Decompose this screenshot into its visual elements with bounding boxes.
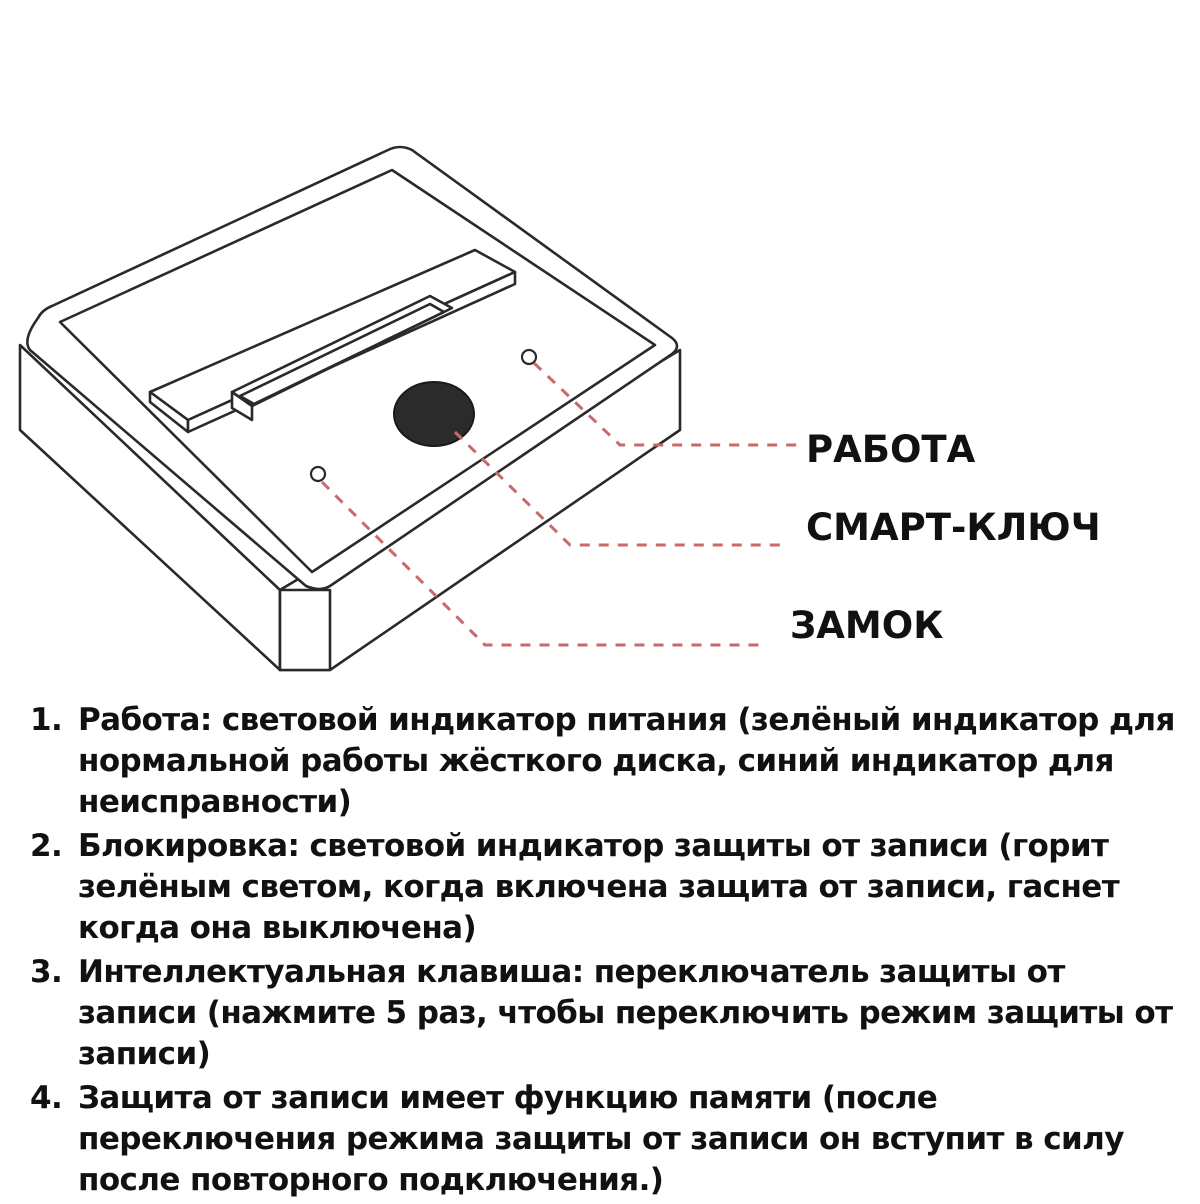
note-text: Блокировка: световой индикатор защиты от записи (горит зелёным светом, когда включена защита от записи, гаснет когда она выключена) xyxy=(78,828,1120,946)
note-text: Интеллектуальная клавиша: переключатель защиты от записи (нажмите 5 раз, чтобы переключить режим защиты от записи) xyxy=(78,954,1173,1072)
note-number: 4. xyxy=(30,1080,63,1116)
work-led-icon xyxy=(522,350,536,364)
note-number: 1. xyxy=(30,702,63,738)
note-item xyxy=(30,826,1180,949)
note-item xyxy=(30,1078,1180,1201)
device-corner-bevel xyxy=(280,590,330,670)
note-text: Работа: световой индикатор питания (зелёный индикатор для нормальной работы жёсткого диска, синий индикатор для неисправности) xyxy=(78,702,1175,820)
note-text: Защита от записи имеет функцию памяти (после переключения режима защиты от записи он вступит в силу после повторного подключения.) xyxy=(78,1080,1124,1198)
note-number: 2. xyxy=(30,828,63,864)
smart-key-label: СМАРТ-КЛЮЧ xyxy=(806,506,1101,549)
work-label: РАБОТА xyxy=(806,428,976,471)
note-item xyxy=(30,952,1180,1075)
note-number: 3. xyxy=(30,954,63,990)
note-item xyxy=(30,700,1180,823)
notes-list xyxy=(30,700,1180,1204)
lock-label: ЗАМОК xyxy=(790,604,944,647)
smart-key-button xyxy=(394,382,474,446)
lock-led-icon xyxy=(311,467,325,481)
